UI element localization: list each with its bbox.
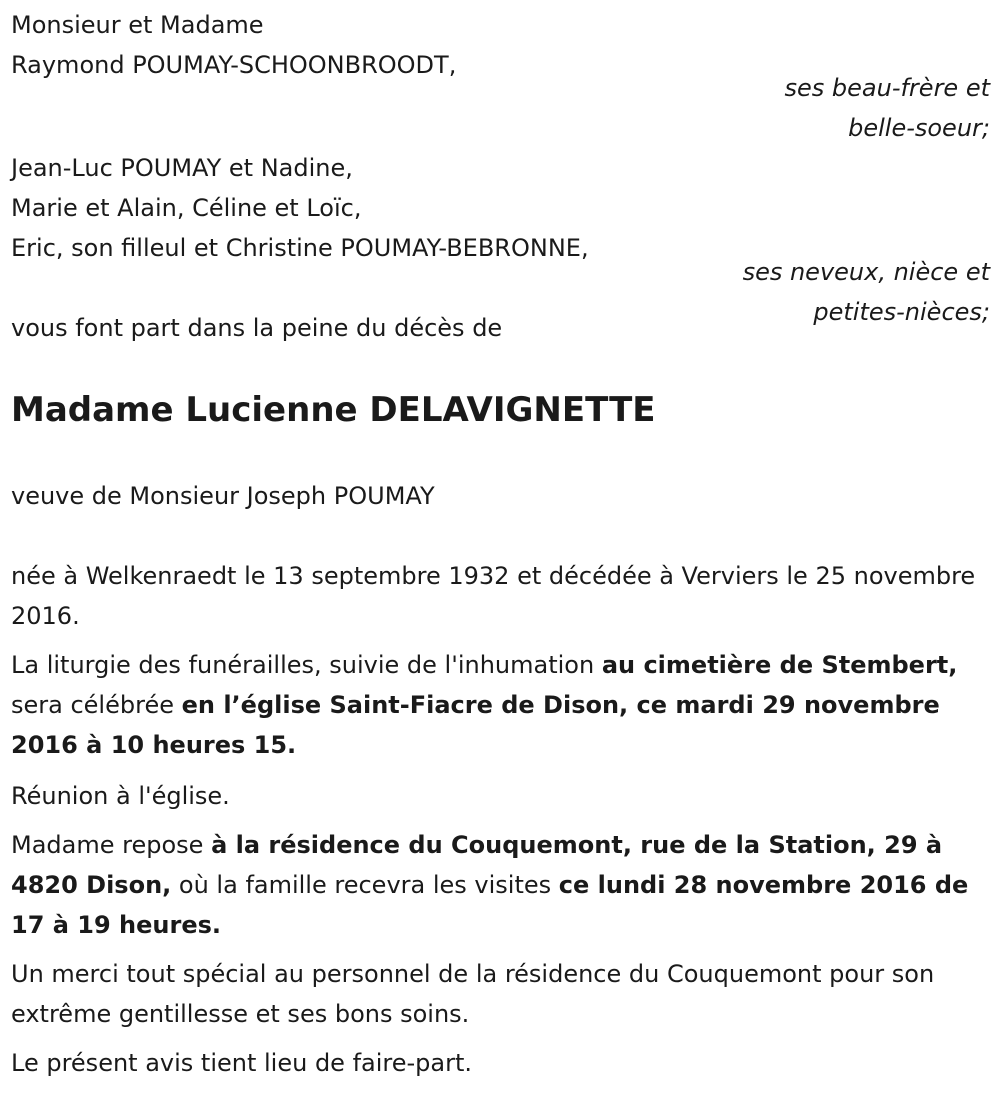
- relation-1-line-1: ses beau-frère et: [784, 74, 990, 102]
- liturgy-text-1: La liturgie des funérailles, suivie de l'inhumation: [11, 651, 602, 679]
- family-line-3: Jean-Luc POUMAY et Nadine,: [11, 154, 353, 182]
- rest-paragraph: [11, 825, 991, 945]
- thanks-paragraph: Un merci tout spécial au personnel de la résidence du Couquemont pour son extrême gentillesse et ses bons soins.: [11, 960, 935, 1028]
- rest-text-2: où la famille recevra les visites: [171, 871, 559, 899]
- liturgy-cemetery: au cimetière de Stembert,: [601, 651, 958, 679]
- relation-1-line-2: belle-soeur;: [848, 114, 990, 142]
- announcement: vous font part dans la peine du décès de: [11, 314, 503, 342]
- liturgy-paragraph: [11, 645, 991, 765]
- relation-2-line-2: petites-nièces;: [813, 298, 990, 326]
- birth-death-paragraph: née à Welkenraedt le 13 septembre 1932 et décédée à Verviers le 25 novembre 2016.: [11, 562, 976, 630]
- rest-visit-time: ce lundi 28 novembre 2016 de 17 à 19 heures.: [11, 871, 969, 939]
- family-line-1: Monsieur et Madame: [11, 11, 264, 39]
- family-line-4: Marie et Alain, Céline et Loïc,: [11, 194, 362, 222]
- rest-text-1: Madame repose: [11, 831, 212, 859]
- rest-location: à la résidence du Couquemont, rue de la Station, 29 à 4820 Dison,: [11, 831, 943, 899]
- closing-line: Le présent avis tient lieu de faire-part.: [11, 1049, 473, 1077]
- widow-line: veuve de Monsieur Joseph POUMAY: [11, 482, 435, 510]
- family-line-5: Eric, son filleul et Christine POUMAY-BEBRONNE,: [11, 234, 589, 262]
- family-line-2: Raymond POUMAY-SCHOONBROODT,: [11, 51, 457, 79]
- liturgy-text-2: sera célébrée: [11, 691, 182, 719]
- deceased-name: Madame Lucienne DELAVIGNETTE: [11, 390, 656, 430]
- meeting-line: Réunion à l'église.: [11, 782, 230, 810]
- relation-2-line-1: ses neveux, nièce et: [742, 258, 990, 286]
- liturgy-church-date: en l’église Saint-Fiacre de Dison, ce mardi 29 novembre 2016 à 10 heures 15.: [11, 691, 940, 759]
